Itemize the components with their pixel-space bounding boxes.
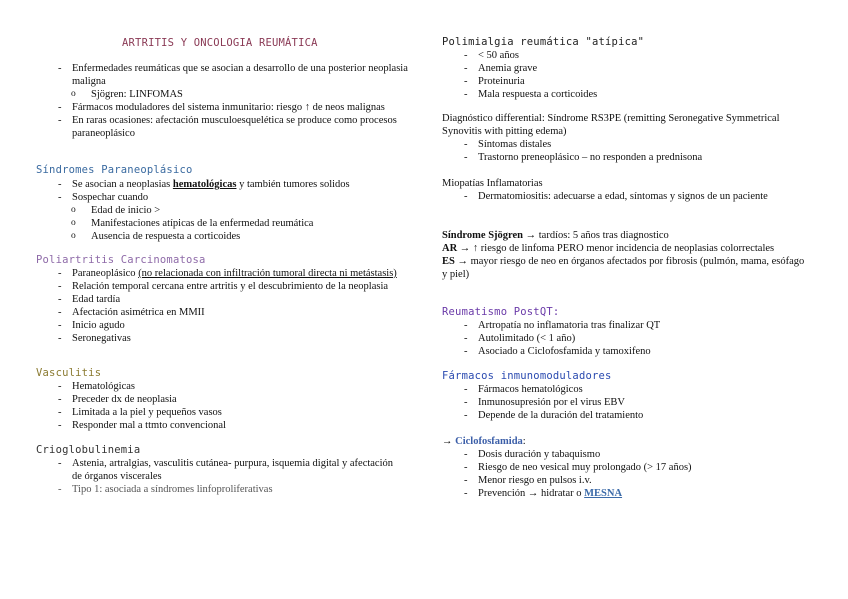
underlined-text: (no relacionada con infiltración tumoral directa ni metástasis) <box>138 268 397 279</box>
list-item <box>36 191 426 243</box>
text: → ↑ riesgo de linfoma PERO menor incidencia de neoplasias colorrectales <box>457 243 775 254</box>
list-item: - Astenia, artralgias, vasculitis cutánea- purpura, isquemia digital y afectación de órganos viscerales <box>36 457 396 483</box>
mesna-link[interactable]: MESNA <box>584 488 623 499</box>
sindromes-section <box>36 178 426 243</box>
bold-text: AR <box>442 243 458 254</box>
text: Sospechar cuando <box>72 192 149 203</box>
list-item-text: Enfermedades reumáticas que se asocian a desarrollo de una posterior neoplasia maligna <box>72 63 408 87</box>
heading-poliartritis: Poliartritis Carcinomatosa <box>36 254 206 266</box>
text: → tardíos: 5 años tras diagnostico <box>523 230 669 241</box>
list-item <box>442 487 822 500</box>
list-item: - < 50 años <box>442 49 822 62</box>
bold-text: Síndrome Sjögren <box>442 230 523 241</box>
list-item: - Seronegativas <box>36 332 416 345</box>
heading-reumatismo: Reumatismo PostQT: <box>442 306 560 318</box>
intro-section <box>36 62 416 140</box>
text: Paraneoplásico <box>72 268 139 279</box>
list-item: - Menor riesgo en pulsos i.v. <box>442 474 822 487</box>
list-item: - Mala respuesta a corticoides <box>442 88 822 101</box>
crioglobulinemia-section <box>36 457 396 496</box>
list-item <box>36 62 416 101</box>
list-item <box>36 178 426 191</box>
note-es <box>442 255 812 281</box>
vasculitis-section <box>36 380 416 432</box>
text: Prevención → hidratar o <box>478 488 585 499</box>
heading-polimialgia: Polimialgia reumática "atípica" <box>442 36 645 48</box>
ciclofosfamida-label: Ciclofosfamida <box>455 436 523 447</box>
ciclofosfamida-heading <box>442 435 822 448</box>
list-item: - Artropatía no inflamatoria tras finalizar QT <box>442 319 822 332</box>
ciclofosfamida-section <box>442 435 822 500</box>
diagnostico-section <box>442 112 812 164</box>
heading-farmacos: Fármacos inmunomoduladores <box>442 370 612 382</box>
list-item: - Autolimitado (< 1 año) <box>442 332 822 345</box>
farmacos-section <box>442 383 822 422</box>
list-item: - Afectación asimétrica en MMII <box>36 306 416 319</box>
sub-list-item: o Edad de inicio > <box>36 204 426 217</box>
document-title: ARTRITIS Y ONCOLOGIA REUMÁTICA <box>122 37 318 49</box>
list-item: - Inmunosupresión por el virus EBV <box>442 396 822 409</box>
list-item: - Fármacos moduladores del sistema inmunitario: riesgo ↑ de neos malignas <box>36 101 416 114</box>
arrow-icon: → <box>442 436 456 447</box>
notes-section <box>442 229 812 281</box>
note-ar <box>442 242 812 255</box>
list-item: - Depende de la duración del tratamiento <box>442 409 822 422</box>
note-sjogren <box>442 229 812 242</box>
list-item: - Asociado a Ciclofosfamida y tamoxifeno <box>442 345 822 358</box>
list-item <box>36 267 416 280</box>
sub-list-item: o Manifestaciones atípicas de la enfermedad reumática <box>36 217 426 230</box>
list-item: - Preceder dx de neoplasia <box>36 393 416 406</box>
heading-vasculitis: Vasculitis <box>36 367 102 379</box>
miopatias-text: Miopatías Inflamatorias <box>442 178 543 189</box>
list-item: - Fármacos hematológicos <box>442 383 822 396</box>
list-item: - Trastorno preneoplásico – no responden a prednisona <box>442 151 812 164</box>
sub-list-item: o Ausencia de respuesta a corticoides <box>36 230 426 243</box>
list-item: - Proteinuria <box>442 75 822 88</box>
list-item: - Anemia grave <box>442 62 822 75</box>
list-item: - Dosis duración y tabaquismo <box>442 448 822 461</box>
poliartritis-section <box>36 267 416 345</box>
list-item: - Responder mal a ttmto convencional <box>36 419 416 432</box>
heading-sindromes: Síndromes Paraneoplásico <box>36 164 193 176</box>
polimialgia-section <box>442 49 822 101</box>
miopatias-section <box>442 177 822 203</box>
list-item: - En raras ocasiones: afectación musculoesquelética se produce como procesos paraneoplásico <box>36 114 416 140</box>
list-item: - Limitada a la piel y pequeños vasos <box>36 406 416 419</box>
list-item: - Riesgo de neo vesical muy prolongado (> 17 años) <box>442 461 822 474</box>
reumatismo-section <box>442 319 822 358</box>
list-item: - Dermatomiositis: adecuarse a edad, síntomas y signos de un paciente <box>442 190 822 203</box>
bold-text: ES <box>442 256 455 267</box>
text: y también tumores solidos <box>236 179 350 190</box>
sub-list-item: o Sjögren: LINFOMAS <box>36 88 416 101</box>
text: Se asocian a neoplasias <box>72 179 173 190</box>
list-item: - Inicio agudo <box>36 319 416 332</box>
list-item: - Hematológicas <box>36 380 416 393</box>
list-item: - Edad tardía <box>36 293 416 306</box>
bold-text: hematológicas <box>172 179 237 190</box>
list-item: - Síntomas distales <box>442 138 812 151</box>
diagnostico-text: Diagnóstico differential: Síndrome RS3PE (remitting Seronegative Symmetrical Synovitis with pitting edema) <box>442 113 780 137</box>
text: : <box>522 436 526 447</box>
list-item: - Relación temporal cercana entre artritis y el descubrimiento de la neoplasia <box>36 280 416 293</box>
heading-crioglobulinemia: Crioglobulinemia <box>36 444 141 456</box>
list-item: - Tipo 1: asociada a síndromes linfoproliferativas <box>36 483 396 496</box>
text: → mayor riesgo de neo en órganos afectados por fibrosis (pulmón, mama, esófago y piel) <box>442 256 805 280</box>
